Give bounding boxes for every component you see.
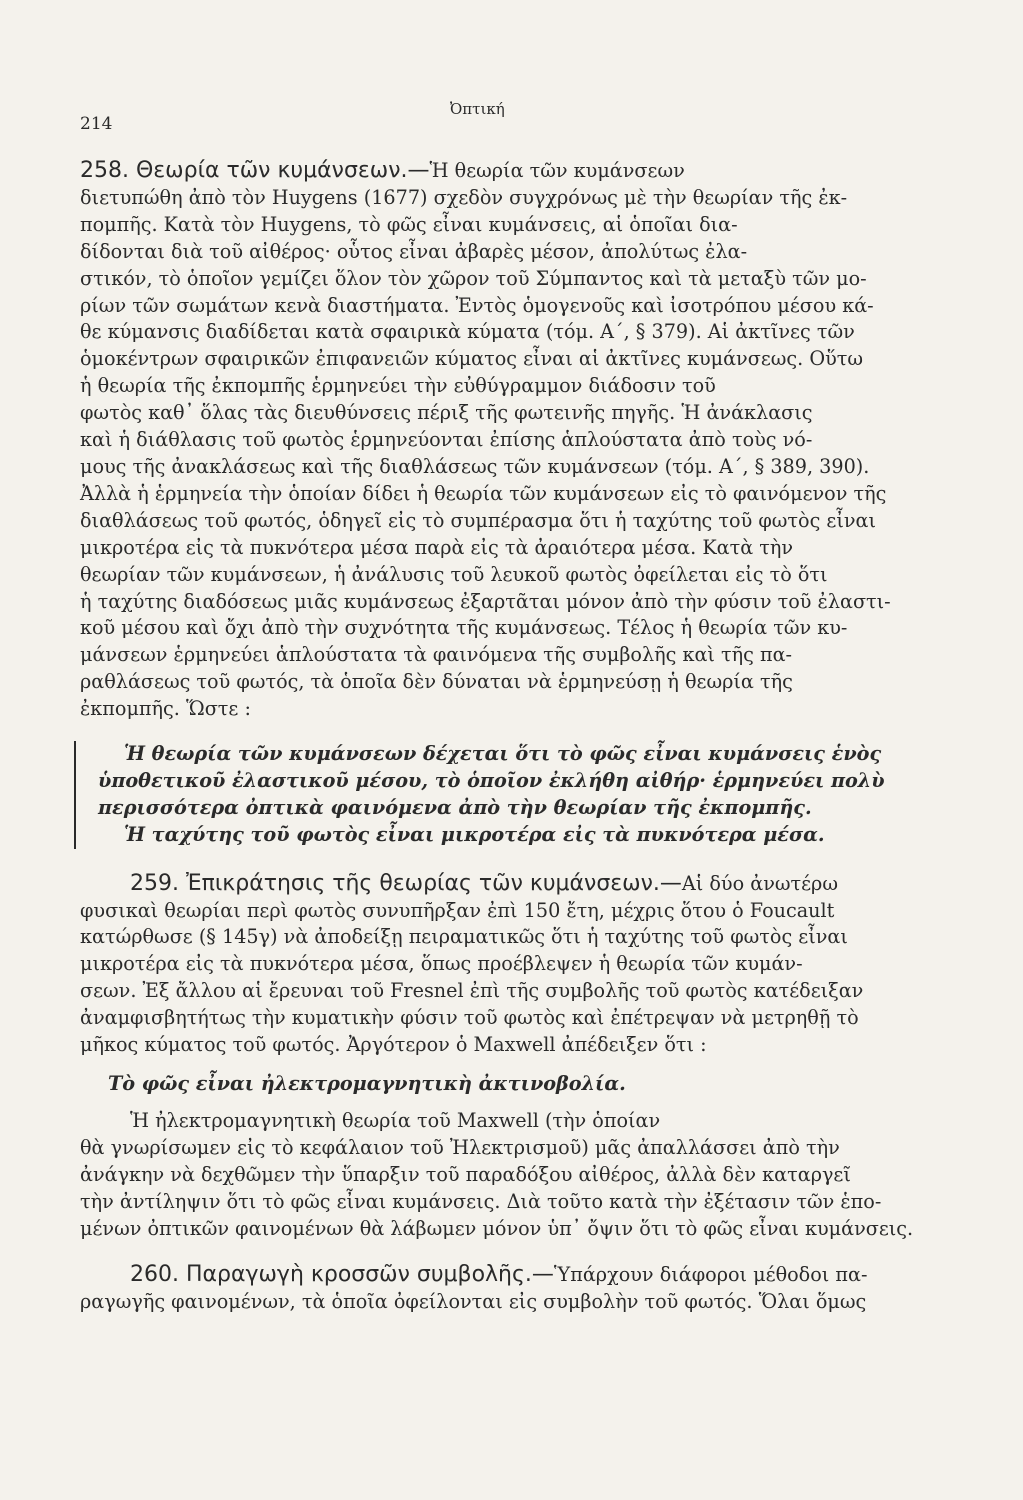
page-header bbox=[80, 100, 940, 140]
text-line: διετυπώθη ἀπὸ τὸν Huygens (1677) σχεδὸν συγχρόνως μὲ τὴν θεωρίαν τῆς ἐκ- bbox=[80, 185, 848, 209]
text-line: δίδονται διὰ τοῦ αἰθέρος· οὗτος εἶναι ἀβαρὲς μέσον, ἀπολύτως ἐλα- bbox=[80, 239, 748, 263]
running-head: Ὀπτική bbox=[450, 100, 505, 118]
text-line: κατώρθωσε (§ 145γ) νὰ ἀποδείξῃ πειραματικῶς ὅτι ἡ ταχύτης τοῦ φωτὸς εἶναι bbox=[80, 925, 848, 949]
section-260-first-line bbox=[80, 1262, 940, 1289]
section-259-first-line bbox=[80, 871, 940, 898]
summary-line: περισσότερα ὀπτικὰ φαινόμενα ἀπὸ τὴν θεωρίαν τῆς ἐκπομπῆς. bbox=[98, 795, 812, 819]
law-statement: Τὸ φῶς εἶναι ἠλεκτρομαγνητικὴ ἀκτινοβολία. bbox=[108, 1072, 626, 1095]
section-258-first-line bbox=[80, 158, 940, 185]
text-line: σεων. Ἐξ ἄλλου αἱ ἔρευναι τοῦ Fresnel ἐπὶ τῆς συμβολῆς τοῦ φωτὸς κατέδειξαν bbox=[80, 979, 864, 1003]
book-page bbox=[80, 100, 940, 1316]
text-line: ὁμοκέντρων σφαιρικῶν ἐπιφανειῶν κύματος εἶναι αἱ ἀκτῖνες κυμάνσεως. Οὕτω bbox=[80, 347, 864, 371]
text-line: Ἀλλὰ ἡ ἑρμηνεία τὴν ὁποίαν δίδει ἡ θεωρία τῶν κυμάνσεων εἰς τὸ φαινόμενον τῆς bbox=[80, 481, 887, 505]
text-line: κοῦ μέσου καὶ ὄχι ἀπὸ τὴν συχνότητα τῆς κυμάνσεως. Τέλος ἡ θεωρία τῶν κυ- bbox=[80, 616, 848, 640]
summary-line: ὑποθετικοῦ ἐλαστικοῦ μέσου, τὸ ὁποῖον ἐκλήθη αἰθήρ· ἑρμηνεύει πολὺ bbox=[98, 768, 885, 792]
text-line: φωτὸς καθ᾿ ὅλας τὰς διευθύνσεις πέριξ τῆς φωτεινῆς πηγῆς. Ἡ ἀνάκλασις bbox=[80, 401, 813, 425]
text-line: πομπῆς. Κατὰ τὸν Huygens, τὸ φῶς εἶναι κυμάνσεις, αἱ ὁποῖαι δια- bbox=[80, 212, 738, 236]
text-line: διαθλάσεως τοῦ φωτός, ὁδηγεῖ εἰς τὸ συμπέρασμα ὅτι ἡ ταχύτης τοῦ φωτὸς εἶναι bbox=[80, 508, 877, 532]
text-line: μικροτέρα εἰς τὰ πυκνότερα μέσα παρὰ εἰς τὰ ἀραιότερα μέσα. Κατὰ τὴν bbox=[80, 535, 794, 559]
summary-line: Ἡ θεωρία τῶν κυμάνσεων δέχεται ὅτι τὸ φῶς εἶναι κυμάνσεις ἑνὸς bbox=[124, 742, 882, 766]
section-260 bbox=[80, 1262, 940, 1316]
text-line: στικόν, τὸ ὁποῖον γεμίζει ὅλον τὸν χῶρον τοῦ Σύμπαντος καὶ τὰ μεταξὺ τῶν μο- bbox=[80, 266, 867, 290]
text-line: μῆκος κύματος τοῦ φωτός. Ἀργότερον ὁ Maxwell ἀπέδειξεν ὅτι : bbox=[80, 1033, 707, 1057]
text-line: Αἱ δύο ἀνωτέρω bbox=[681, 871, 838, 895]
text-line: θὰ γνωρίσωμεν εἰς τὸ κεφάλαιον τοῦ Ἠλεκτρισμοῦ) μᾶς ἀπαλλάσσει ἀπὸ τὴν bbox=[80, 1135, 840, 1159]
text-line: μένων ὀπτικῶν φαινομένων θὰ λάβωμεν μόνον ὑπ᾿ ὄψιν ὅτι τὸ φῶς εἶναι κυμάνσεις. bbox=[80, 1216, 914, 1240]
text-line: ἐκπομπῆς. Ὥστε : bbox=[80, 697, 251, 721]
text-line: ἡ θεωρία τῆς ἐκπομπῆς ἑρμηνεύει τὴν εὐθύγραμμον διάδοσιν τοῦ bbox=[80, 374, 716, 398]
text-line: θε κύμανσις διαδίδεται κατὰ σφαιρικὰ κύματα (τόμ. Α΄, § 379). Αἱ ἀκτῖνες τῶν bbox=[80, 320, 855, 344]
text-line: φυσικαὶ θεωρίαι περὶ φωτὸς συνυπῆρξαν ἐπὶ 150 ἔτη, μέχρις ὅτου ὁ Foucault bbox=[80, 898, 835, 922]
text-line: Ὑπάρχουν διάφοροι μέθοδοι πα- bbox=[553, 1263, 868, 1287]
text-line: ραγωγῆς φαινομένων, τὰ ὁποῖα ὀφείλονται εἰς συμβολὴν τοῦ φωτός. Ὅλαι ὅμως bbox=[80, 1290, 867, 1314]
text-line: ἡ ταχύτης διαδόσεως μιᾶς κυμάνσεως ἐξαρτᾶται μόνον ἀπὸ τὴν φύσιν τοῦ ἐλαστι- bbox=[80, 589, 891, 613]
text-line: Ἡ ἠλεκτρομαγνητικὴ θεωρία τοῦ Maxwell (τὴν ὁποίαν bbox=[130, 1108, 661, 1132]
text-line: ἀνάγκην νὰ δεχθῶμεν τὴν ὕπαρξιν τοῦ παραδόξου αἰθέρος, ἀλλὰ δὲν καταργεῖ bbox=[80, 1162, 851, 1186]
text-line: ραθλάσεως τοῦ φωτός, τὰ ὁποῖα δὲν δύναται νὰ ἑρμηνεύσῃ ἡ θεωρία τῆς bbox=[80, 670, 793, 694]
section-258-title: 258. Θεωρία τῶν κυμάνσεων.— bbox=[80, 158, 430, 183]
text-line: Ἡ θεωρία τῶν κυμάνσεων bbox=[429, 159, 685, 182]
text-line: καὶ ἡ διάθλασις τοῦ φωτὸς ἑρμηνεύονται ἐπίσης ἁπλούστατα ἀπὸ τοὺς νό- bbox=[80, 428, 813, 452]
section-260-title: 260. Παραγωγὴ κροσσῶν συμβολῆς.— bbox=[130, 1262, 554, 1288]
summary-line: Ἡ ταχύτης τοῦ φωτὸς εἶναι μικροτέρα εἰς τὰ πυκνότερα μέσα. bbox=[124, 822, 825, 846]
text-line: θεωρίαν τῶν κυμάνσεων, ἡ ἀνάλυσις τοῦ λευκοῦ φωτὸς ὀφείλεται εἰς τὸ ὅτι bbox=[80, 562, 828, 586]
text-line: μάνσεων ἑρμηνεύει ἁπλούστατα τὰ φαινόμενα τῆς συμβολῆς καὶ τῆς πα- bbox=[80, 643, 793, 667]
section-259 bbox=[80, 871, 940, 1243]
page-number: 214 bbox=[80, 114, 113, 134]
text-line: τὴν ἀντίληψιν ὅτι τὸ φῶς εἶναι κυμάνσεις. Διὰ τοῦτο κατὰ τὴν ἐξέτασιν τῶν ἑπο- bbox=[80, 1189, 882, 1213]
text-line: μους τῆς ἀνακλάσεως καὶ τῆς διαθλάσεως τῶν κυμάνσεων (τόμ. Α΄, § 389, 390). bbox=[80, 454, 870, 478]
text-line: ἀναμφισβητήτως τὴν κυματικὴν φύσιν τοῦ φωτὸς καὶ ἐπέτρεψαν νὰ μετρηθῇ τὸ bbox=[80, 1006, 859, 1030]
text-line: μικροτέρα εἰς τὰ πυκνότερα μέσα, ὅπως προέβλεψεν ἡ θεωρία τῶν κυμάν- bbox=[80, 952, 803, 976]
section-259-title: 259. Ἐπικράτησις τῆς θεωρίας τῶν κυμάνσεων.— bbox=[130, 870, 682, 896]
summary-box bbox=[74, 741, 940, 849]
section-258 bbox=[80, 158, 940, 723]
text-line: ρίων τῶν σωμάτων κενὰ διαστήματα. Ἐντὸς ὁμογενοῦς καὶ ἰσοτρόπου μέσου κά- bbox=[80, 293, 874, 317]
